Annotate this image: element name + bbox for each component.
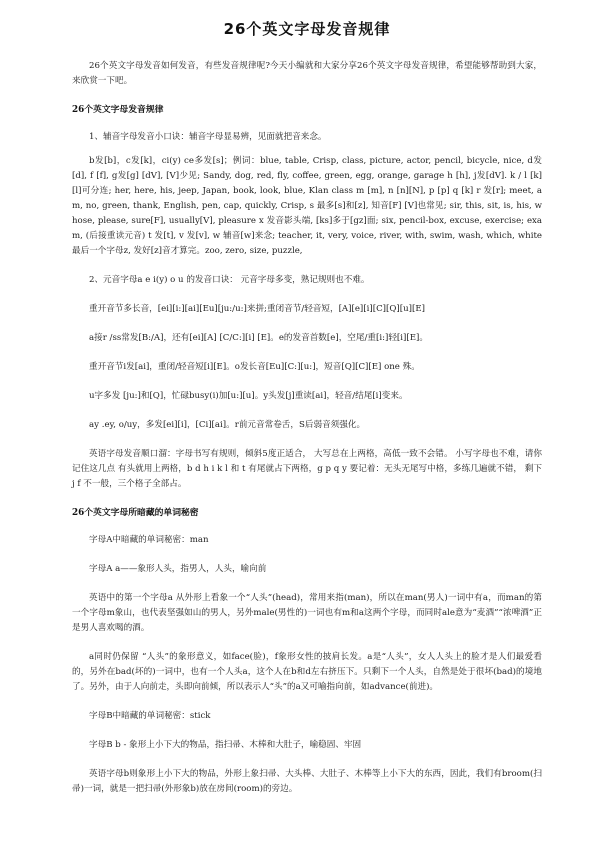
vowel-rule-line: 重开音节i发[ai]，重闭/轻音短[i][E]。o发长音[Eu][C:][u:]，短音[Q][C][E] one 殊。 <box>89 362 420 372</box>
letter-a-secret: 字母A中暗藏的单词秘密：man <box>89 535 209 545</box>
vowel-rule-line: a接r /ss常发[B:/A]，还有[ei][A] [C/C:][i] [E]。e的发音首数[e]，空尾/重[i:]轻[i][E]。 <box>89 333 428 343</box>
vowel-rule-line: ay .ey, o/uy，多发[ei][i]，[Ci][ai]。r前元音常卷舌，S后弱音须强化。 <box>89 420 366 430</box>
intro-paragraph: 26个英文字母发音如何发音，有些发音规律呢?今天小编就和大家分享26个英文字母发音规律，希望能够帮助到大家，来欣赏一下吧。 <box>72 61 542 86</box>
letter-b-shape: 字母B b - 象形上小下大的物品，指扫帚、木棒和大肚子，喻稳固、牢固 <box>89 740 362 750</box>
letter-a-paragraph: 英语中的第一个字母a 从外形上看象一个“人头”(head)，常用来指(man)，所以在man(男人)一词中有a，而man的第一个字母m象山，也代表坚强如山的男人，另外male(男性的)一词也有m和a这两个字母，而同时ale意为“麦酒”“浓啤酒”正是男人喜欢喝的酒。 <box>72 593 542 633</box>
letter-a-paragraph: a同时仍保留 “人头”的象形意义，如face(脸)，f象形女性的披肩长发。a是“人头”，女人人头上的脸才是人们最爱看的，另外在bad(坏的)一词中，也有一个人头a，这个人在b和d左右挤压下。只剩下一个人头，自然是处于很坏(bad)的境地了。另外，由于人向前走，头即向前倾，所以表示人“头”的a又可喻指向前，如advance(前进)。 <box>72 652 542 692</box>
letter-b-paragraph: 英语字母b则象形上小下大的物品，外形上象扫帚、大头棒、大肚子、木棒等上小下大的东西，因此，我们有broom(扫帚)一词，就是一把扫帚(外形象b)放在房间(room)的旁边。 <box>72 769 542 794</box>
section-heading-pronunciation: 26个英文字母发音规律 <box>72 105 164 115</box>
consonant-rule-title: 1、辅音字母发音小口诀：辅音字母显易辨，见面就把音来念。 <box>89 132 327 142</box>
consonant-rule-body: b发[b]，c发[k]，ci(y) ce多发[s]；例词：blue, table, Crisp, class, picture, actor, pencil, bicycle, nice, d发[d], f [f], g发[g] [dV], [V]少见; Sandy, dog, red, fly, coffee, green, egg, orange, garage h [h], j发[dV]. k / l [k] [l]可分连; her, here, his, jeep, Japan, book, look, blue, Klan class m [m], n [n][N], p [p] q [k] r 发[r]; meet, am, no, green, thank, English, pen, cap, quickly, Crisp, s 最多[s]和[z], 知音[F] [V]也常见; sir, this, sit, is, his, whose, please, sure[F], usually[V], pleasure x 发音影头端, [ks]多于[gz]面; six, pencil-box, excuse, exercise; exam, (后接重读元音) t 发[t], v 发[v], w 辅音[w]来念; teacher, it, very, voice, river, with, swim, wash, which, white 最后一个字母z, 发好[z]音才算完。zoo, zero, size, puzzle, <box>72 156 542 256</box>
vowel-rule-title: 2、元音字母a e i(y) o u 的发音口诀： 元音字母多变，熟记规则也不难。 <box>89 275 370 285</box>
letter-a-shape: 字母A a——象形人头，指男人，人头，喻向前 <box>89 564 267 574</box>
page-title: 26个英文字母发音规律 <box>223 20 391 38</box>
letter-b-secret: 字母B中暗藏的单词秘密：stick <box>89 711 211 721</box>
vowel-rule-line: 重开音节多长音，[ei][i:][ai][Eu][ju:/u:]来拼;重闭音节/轻音短，[A][e][i][C][Q][u][E] <box>89 304 425 314</box>
writing-rules-paragraph: 英语字母发音顺口溜：字母书写有规则，倾斜5度正适合， 大写总在上两格，高低一致不会错。 小写字母也不难，请你记住这几点 有头就用上两格，b d h i k l 和 t 有尾就占下两格，g p q y 要记着：无头无尾写中格，多练几遍就不错， 剩下 j f 不一般，三个格子全部占。 <box>72 449 542 489</box>
section-heading-word-secrets: 26个英文字母所暗藏的单词秘密 <box>72 508 199 518</box>
vowel-rule-line: u字多发 [ju:]和[Q]，忙碌busy(i)加[u:][u]。y头发[j]重读[ai]，轻音/结尾[i]变来。 <box>89 391 408 401</box>
